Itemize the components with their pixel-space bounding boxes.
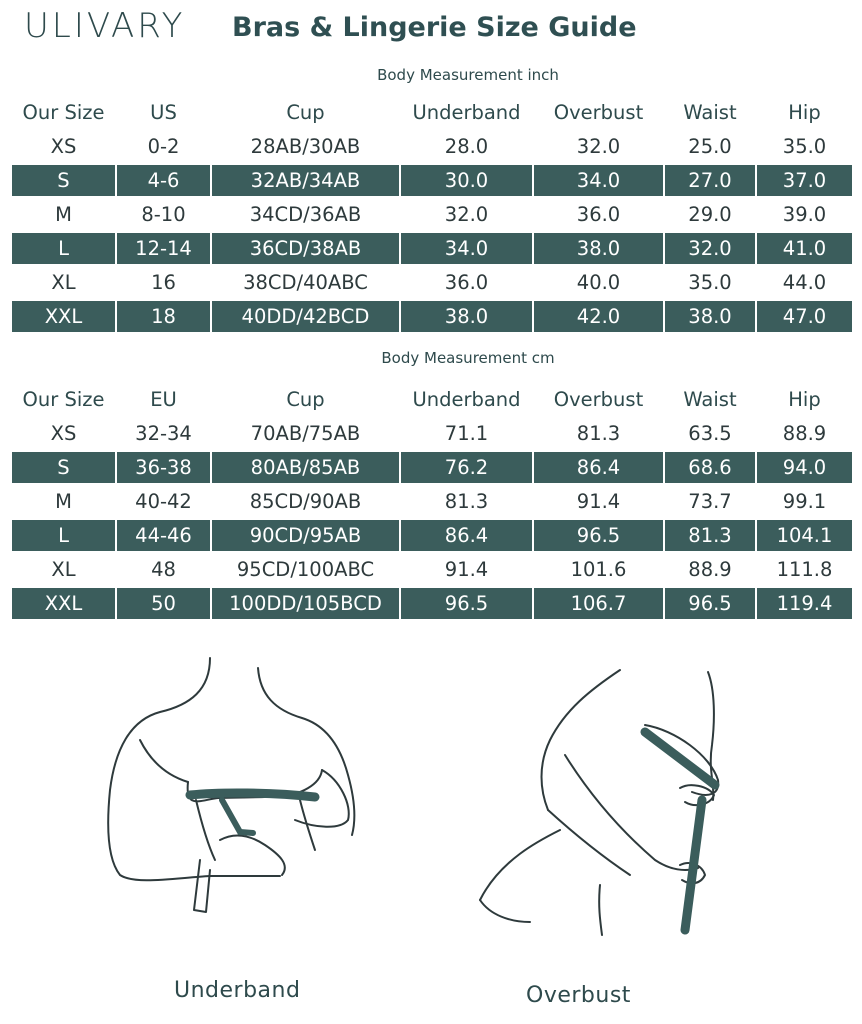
- cell-overbust: 86.4: [534, 452, 663, 483]
- table-row: [12, 198, 852, 232]
- cell-hip: 119.4: [757, 588, 852, 619]
- table-row: [12, 553, 852, 587]
- header-underband: Underband: [412, 388, 521, 411]
- cell-hip: 111.8: [776, 558, 833, 581]
- header-overbust: Overbust: [553, 101, 644, 124]
- header-waist: Waist: [683, 388, 737, 411]
- cell-eu: 50: [117, 588, 210, 619]
- cell-overbust: 101.6: [570, 558, 627, 581]
- cell-us: 4-6: [117, 165, 210, 196]
- cell-cup: 90CD/95AB: [212, 520, 399, 551]
- cell-cup: 70AB/75AB: [250, 422, 361, 445]
- cell-overbust: 40.0: [576, 271, 621, 294]
- cell-hip: 104.1: [757, 520, 852, 551]
- cell-underband: 38.0: [401, 301, 532, 332]
- cell-underband: 96.5: [401, 588, 532, 619]
- table-row: [12, 587, 852, 621]
- cell-underband: 91.4: [444, 558, 489, 581]
- cell-eu: 32-34: [135, 422, 192, 445]
- cell-overbust: 32.0: [576, 135, 621, 158]
- cm-table-caption: Body Measurement cm: [381, 349, 555, 367]
- header-hip: Hip: [788, 388, 821, 411]
- cell-size: L: [12, 233, 115, 264]
- cell-waist: 63.5: [688, 422, 732, 445]
- header-underband: Underband: [412, 101, 521, 124]
- cell-underband: 32.0: [444, 203, 489, 226]
- cell-hip: 88.9: [782, 422, 827, 445]
- cell-eu: 36-38: [117, 452, 210, 483]
- cell-cup: 95CD/100ABC: [236, 558, 375, 581]
- page-title: Bras & Lingerie Size Guide: [232, 12, 637, 43]
- cell-cup: 100DD/105BCD: [212, 588, 399, 619]
- cell-underband: 28.0: [444, 135, 489, 158]
- cell-eu: 44-46: [117, 520, 210, 551]
- header-eu: EU: [150, 388, 177, 411]
- cell-overbust: 38.0: [534, 233, 663, 264]
- cell-overbust: 36.0: [576, 203, 621, 226]
- cell-hip: 35.0: [782, 135, 827, 158]
- cell-cup: 34CD/36AB: [249, 203, 362, 226]
- header-cup: Cup: [286, 101, 325, 124]
- brand-logo: ULIVARY: [24, 6, 186, 46]
- inch-size-table: [12, 96, 852, 334]
- cell-underband: 86.4: [401, 520, 532, 551]
- cell-size: M: [55, 490, 72, 513]
- cell-us: 18: [117, 301, 210, 332]
- cm-table-header: [12, 383, 852, 417]
- cell-overbust: 106.7: [534, 588, 663, 619]
- cell-overbust: 34.0: [534, 165, 663, 196]
- table-row: [12, 232, 852, 266]
- cell-overbust: 81.3: [576, 422, 621, 445]
- cell-cup: 40DD/42BCD: [212, 301, 399, 332]
- cell-size: XXL: [12, 301, 115, 332]
- cell-cup: 80AB/85AB: [212, 452, 399, 483]
- cell-underband: 71.1: [444, 422, 489, 445]
- cell-cup: 85CD/90AB: [249, 490, 362, 513]
- cell-cup: 36CD/38AB: [212, 233, 399, 264]
- cell-size: M: [55, 203, 72, 226]
- cell-hip: 41.0: [757, 233, 852, 264]
- cell-overbust: 42.0: [534, 301, 663, 332]
- cell-size: L: [12, 520, 115, 551]
- cell-underband: 34.0: [401, 233, 532, 264]
- cell-us: 16: [151, 271, 176, 294]
- cell-size: XL: [51, 271, 76, 294]
- inch-table-header: [12, 96, 852, 130]
- cell-size: XL: [51, 558, 76, 581]
- cell-size: XS: [50, 422, 77, 445]
- inch-table-caption: Body Measurement inch: [377, 66, 559, 84]
- cell-waist: 68.6: [665, 452, 755, 483]
- cell-overbust: 91.4: [576, 490, 621, 513]
- cell-hip: 94.0: [757, 452, 852, 483]
- cell-underband: 30.0: [401, 165, 532, 196]
- cell-eu: 40-42: [135, 490, 192, 513]
- table-row: [12, 300, 852, 334]
- cell-waist: 38.0: [665, 301, 755, 332]
- cell-hip: 39.0: [782, 203, 827, 226]
- cell-waist: 25.0: [688, 135, 732, 158]
- underband-illustration: [90, 650, 390, 920]
- cell-underband: 36.0: [444, 271, 489, 294]
- cell-underband: 76.2: [401, 452, 532, 483]
- overbust-illustration: [470, 660, 740, 940]
- cell-hip: 44.0: [782, 271, 827, 294]
- cell-cup: 32AB/34AB: [212, 165, 399, 196]
- cm-size-table: [12, 383, 852, 621]
- table-row: [12, 130, 852, 164]
- cell-size: S: [12, 165, 115, 196]
- cell-us: 0-2: [147, 135, 180, 158]
- cell-waist: 73.7: [688, 490, 732, 513]
- header-cup: Cup: [286, 388, 325, 411]
- cell-waist: 88.9: [688, 558, 732, 581]
- cell-underband: 81.3: [444, 490, 489, 513]
- overbust-label: Overbust: [526, 983, 631, 1008]
- underband-label: Underband: [174, 978, 301, 1003]
- cell-waist: 35.0: [688, 271, 732, 294]
- cell-waist: 81.3: [665, 520, 755, 551]
- table-row: [12, 451, 852, 485]
- table-row: [12, 164, 852, 198]
- table-row: [12, 417, 852, 451]
- table-row: [12, 485, 852, 519]
- cell-hip: 47.0: [757, 301, 852, 332]
- cell-waist: 32.0: [665, 233, 755, 264]
- cell-waist: 96.5: [665, 588, 755, 619]
- header-hip: Hip: [788, 101, 821, 124]
- header-overbust: Overbust: [553, 388, 644, 411]
- cell-us: 8-10: [141, 203, 186, 226]
- header-waist: Waist: [683, 101, 737, 124]
- cell-cup: 28AB/30AB: [250, 135, 361, 158]
- cell-waist: 29.0: [688, 203, 732, 226]
- cell-overbust: 96.5: [534, 520, 663, 551]
- header-our-size: Our Size: [22, 101, 105, 124]
- cell-cup: 38CD/40ABC: [243, 271, 368, 294]
- cell-us: 12-14: [117, 233, 210, 264]
- cell-hip: 37.0: [757, 165, 852, 196]
- cell-size: XXL: [12, 588, 115, 619]
- cell-size: S: [12, 452, 115, 483]
- header-us: US: [150, 101, 177, 124]
- cell-eu: 48: [151, 558, 176, 581]
- table-row: [12, 266, 852, 300]
- cell-size: XS: [50, 135, 77, 158]
- table-row: [12, 519, 852, 553]
- cell-waist: 27.0: [665, 165, 755, 196]
- header-our-size: Our Size: [22, 388, 105, 411]
- cell-hip: 99.1: [782, 490, 827, 513]
